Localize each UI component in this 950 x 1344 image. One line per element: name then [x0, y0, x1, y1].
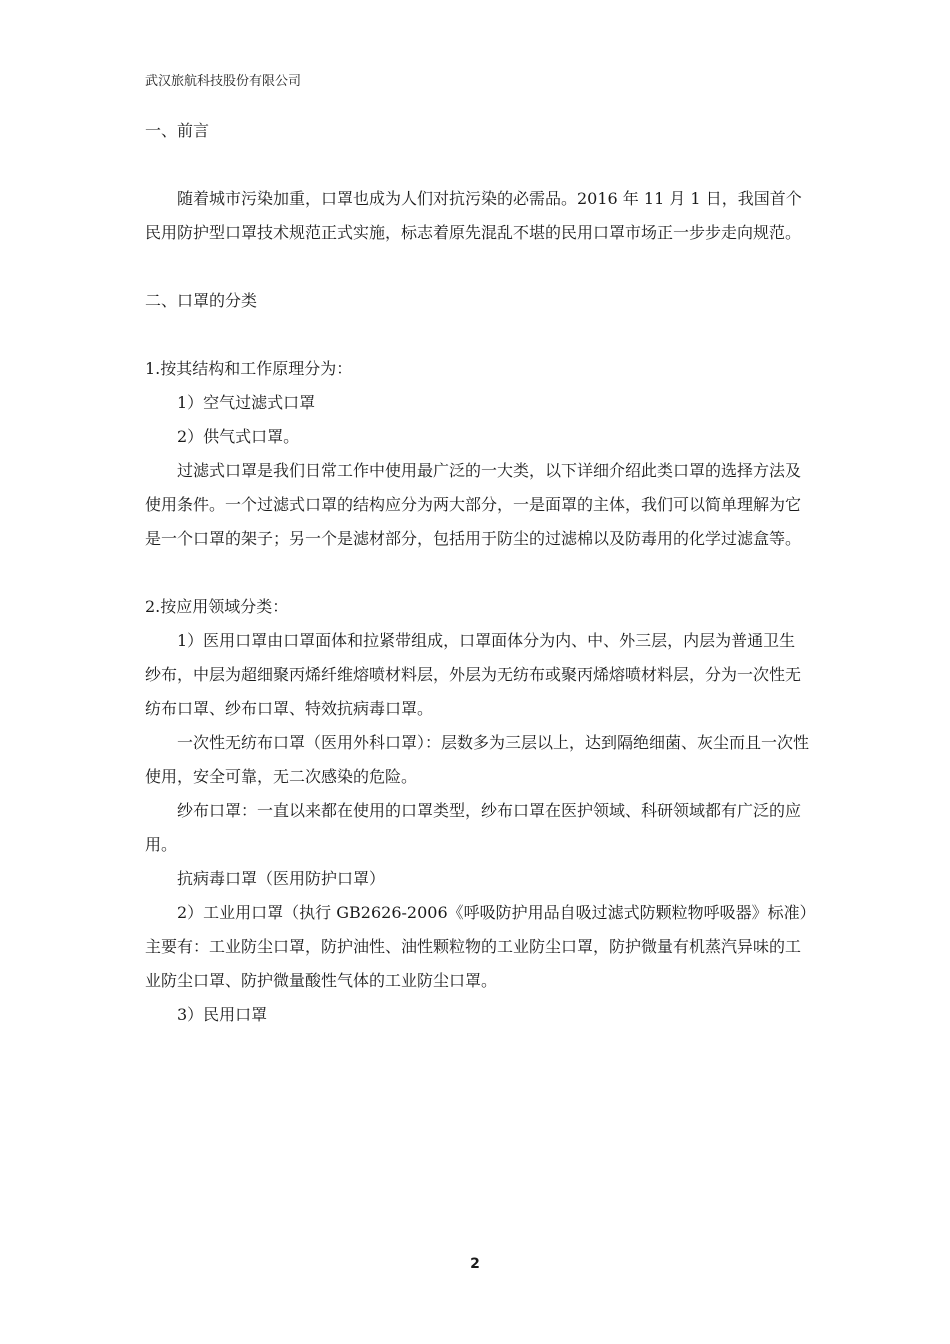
- civil-mask-item: 3）民用口罩: [177, 1005, 268, 1024]
- antivirus-mask-paragraph: 抗病毒口罩（医用防护口罩）: [177, 869, 386, 888]
- document-body: [145, 110, 810, 1032]
- preface-paragraph: 随着城市污染加重，口罩也成为人们对抗污染的必需品。2016 年 11 月 1 日，我国首个民用防护型口罩技术规范正式实施，标志着原先混乱不堪的民用口罩市场正一步步走向规范。: [145, 189, 802, 242]
- industrial-mask-paragraph: 2）工业用口罩（执行 GB2626-2006《呼吸防护用品自吸过滤式防颗粒物呼吸器》标准）主要有：工业防尘口罩，防护油性、油性颗粒物的工业防尘口罩，防护微量有机蒸汽异味的工业防尘口罩、防护微量酸性气体的工业防尘口罩。: [145, 903, 808, 990]
- medical-mask-paragraph: 1）医用口罩由口罩面体和拉紧带组成，口罩面体分为内、中、外三层，内层为普通卫生纱布，中层为超细聚丙烯纤维熔喷材料层，外层为无纺布或聚丙烯熔喷材料层，分为一次性无纺布口罩、纱布口罩、特效抗病毒口罩。: [145, 631, 802, 718]
- gauze-mask-paragraph: 纱布口罩：一直以来都在使用的口罩类型，纱布口罩在医护领域、科研领域都有广泛的应用。: [145, 801, 802, 854]
- page-number: 2: [470, 1256, 480, 1272]
- list-item-air-filter: 1）空气过滤式口罩: [177, 393, 316, 412]
- filter-description: 过滤式口罩是我们日常工作中使用最广泛的一大类，以下详细介绍此类口罩的选择方法及使用条件。一个过滤式口罩的结构应分为两大部分，一是面罩的主体，我们可以简单理解为它是一个口罩的架子；另一个是滤材部分，包括用于防尘的过滤棉以及防毒用的化学过滤盒等。: [145, 461, 802, 548]
- list-item-air-supply: 2）供气式口罩。: [177, 427, 300, 446]
- section-title-preface: 一、前言: [145, 121, 210, 140]
- subsection-by-application: 2.按应用领域分类：: [145, 597, 289, 616]
- section-title-classification: 二、口罩的分类: [145, 291, 258, 310]
- company-header: 武汉旅航科技股份有限公司: [145, 74, 302, 89]
- subsection-by-structure: 1.按其结构和工作原理分为：: [145, 359, 353, 378]
- disposable-mask-paragraph: 一次性无纺布口罩（医用外科口罩）：层数多为三层以上，达到隔绝细菌、灰尘而且一次性使用，安全可靠，无二次感染的危险。: [145, 733, 810, 786]
